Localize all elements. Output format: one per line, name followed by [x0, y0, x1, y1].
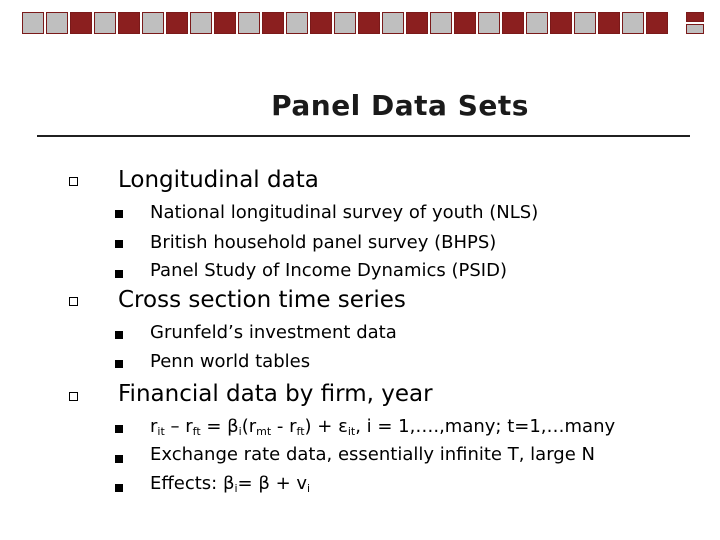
formula-subscript: i [234, 482, 238, 495]
formula-subscript: it [347, 425, 356, 438]
filled-square-bullet-icon [115, 270, 123, 278]
formula-text: ) + ε [304, 416, 348, 437]
hollow-square-bullet-icon [69, 177, 78, 186]
filled-square-bullet-icon [115, 455, 123, 463]
formula-text: β [258, 473, 270, 494]
formula-text: (r [241, 416, 257, 437]
bullet-level2: Exchange rate data, essentially infinite T, large N [150, 444, 595, 465]
formula-text: + v [269, 473, 308, 494]
formula-text: = [200, 416, 228, 437]
bullet-level1: Financial data by firm, year [118, 381, 433, 407]
formula-subscript: i [238, 425, 242, 438]
formula-text: r [150, 416, 158, 437]
formula-text: - r [271, 416, 297, 437]
bullet-level2: Grunfeld’s investment data [150, 322, 397, 343]
hollow-square-bullet-icon [69, 297, 78, 306]
filled-square-bullet-icon [115, 331, 123, 339]
filled-square-bullet-icon [115, 210, 123, 218]
formula-text: Effects: [150, 473, 223, 494]
bullet-level2-formula [150, 416, 615, 438]
bullet-level2: British household panel survey (BHPS) [150, 232, 497, 253]
formula-text: – [164, 416, 186, 437]
filled-square-bullet-icon [115, 425, 123, 433]
formula-subscript: ft [296, 425, 305, 438]
slide-title: Panel Data Sets [271, 89, 529, 122]
bullet-level2-formula [150, 473, 310, 495]
formula-text: β [222, 473, 235, 494]
formula-text: r [185, 416, 193, 437]
formula-subscript: i [307, 482, 311, 495]
bullet-level2: National longitudinal survey of youth (NLS) [150, 202, 539, 223]
formula-subscript: it [157, 425, 165, 438]
filled-square-bullet-icon [115, 484, 123, 492]
bullet-level1: Longitudinal data [118, 167, 319, 193]
formula-text: β [227, 416, 239, 437]
formula-subscript: mt [256, 425, 272, 438]
bullet-level1: Cross section time series [118, 287, 406, 313]
filled-square-bullet-icon [115, 360, 123, 368]
bullet-level2: Panel Study of Income Dynamics (PSID) [150, 260, 507, 281]
bullet-level2: Penn world tables [150, 351, 311, 372]
formula-text: , i = 1,….,many; t=1,…many [355, 416, 616, 437]
formula-text: = [237, 473, 259, 494]
formula-subscript: ft [192, 425, 201, 438]
filled-square-bullet-icon [115, 240, 123, 248]
hollow-square-bullet-icon [69, 392, 78, 401]
